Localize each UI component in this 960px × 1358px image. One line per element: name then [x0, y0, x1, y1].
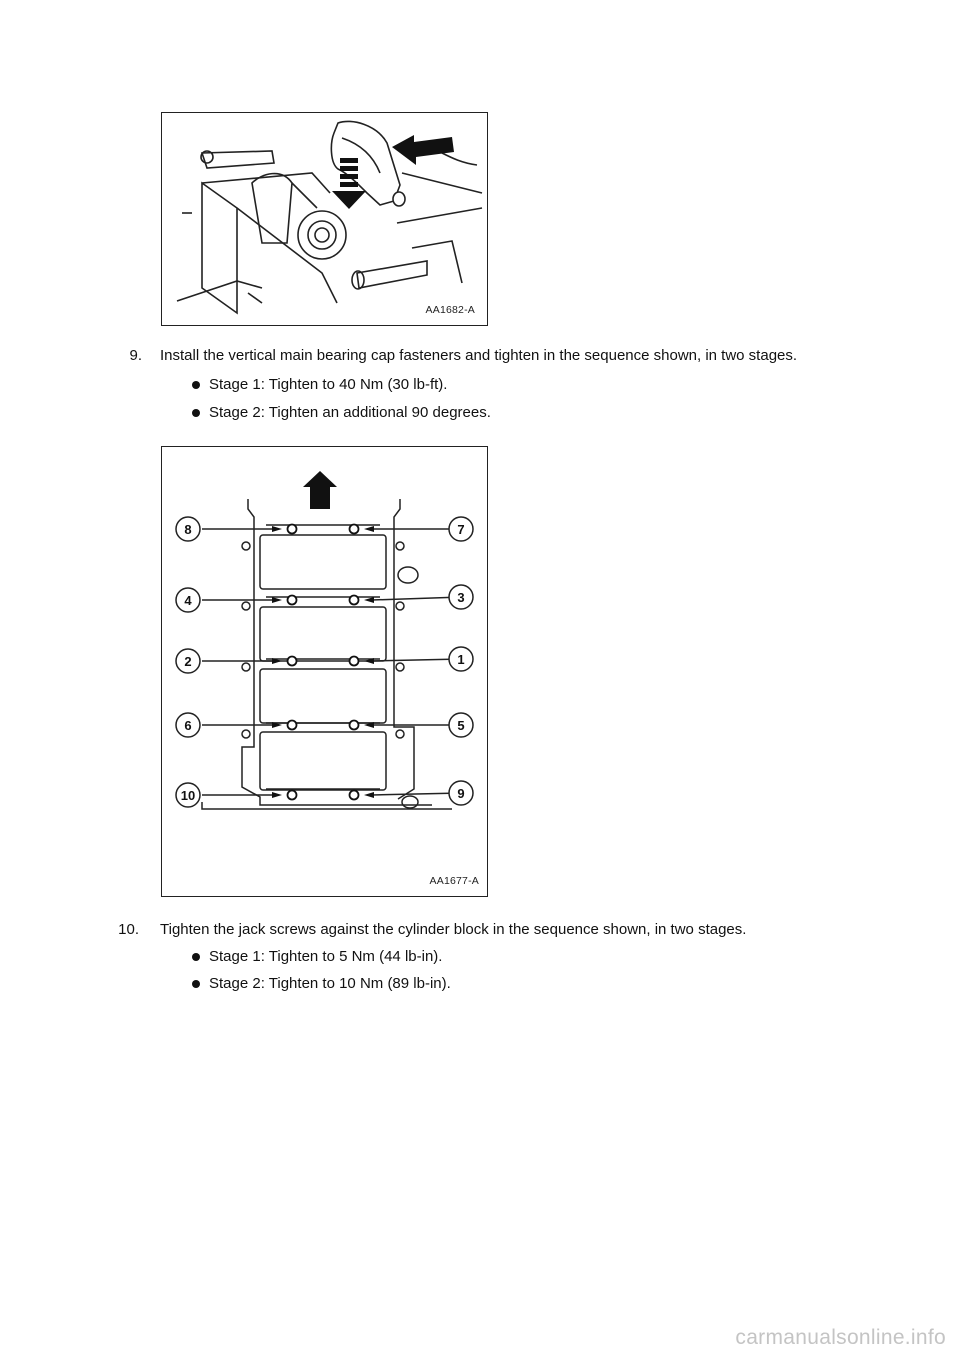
callout-2: 2 [184, 654, 192, 669]
bullet-dot-icon [192, 980, 200, 988]
figure-tightening-sequence [161, 446, 488, 897]
step-9 [112, 347, 932, 367]
figure-id-label: AA1677-A [429, 875, 479, 887]
bullet-text: Stage 1: Tighten to 40 Nm (30 lb-ft). [209, 376, 448, 393]
callout-6: 6 [184, 718, 192, 733]
front-arrow-icon [303, 471, 337, 509]
figure-id-label: AA1682-A [425, 304, 475, 316]
callout-7: 7 [457, 522, 465, 537]
bullet-text: Stage 1: Tighten to 5 Nm (44 lb-in). [209, 948, 443, 965]
callout-9: 9 [457, 786, 465, 801]
tightening-sequence-diagram [162, 447, 487, 896]
callout-10: 10 [180, 788, 196, 803]
callout-1: 1 [457, 652, 465, 667]
step-number: 10. [118, 921, 139, 938]
bearing-cap-install-illustration [162, 113, 487, 325]
step-text: Tighten the jack screws against the cylinder block in the sequence shown, in two stages. [160, 921, 747, 938]
callout-5: 5 [457, 718, 465, 733]
bullet-text: Stage 2: Tighten an additional 90 degrees. [209, 404, 491, 421]
callout-8: 8 [184, 522, 192, 537]
bullet-dot-icon [192, 953, 200, 961]
step-number: 9. [129, 347, 142, 364]
bullet-dot-icon [192, 381, 200, 389]
bullet-text: Stage 2: Tighten to 10 Nm (89 lb-in). [209, 975, 451, 992]
bullet-dot-icon [192, 409, 200, 417]
callout-4: 4 [184, 593, 192, 608]
step-text: Install the vertical main bearing cap fasteners and tighten in the sequence shown, in two stages. [160, 347, 798, 364]
step-10 [112, 921, 932, 941]
watermark: carmanualsonline.info [735, 1326, 946, 1349]
callout-3: 3 [457, 590, 465, 605]
figure-bearing-cap-install [161, 112, 488, 326]
